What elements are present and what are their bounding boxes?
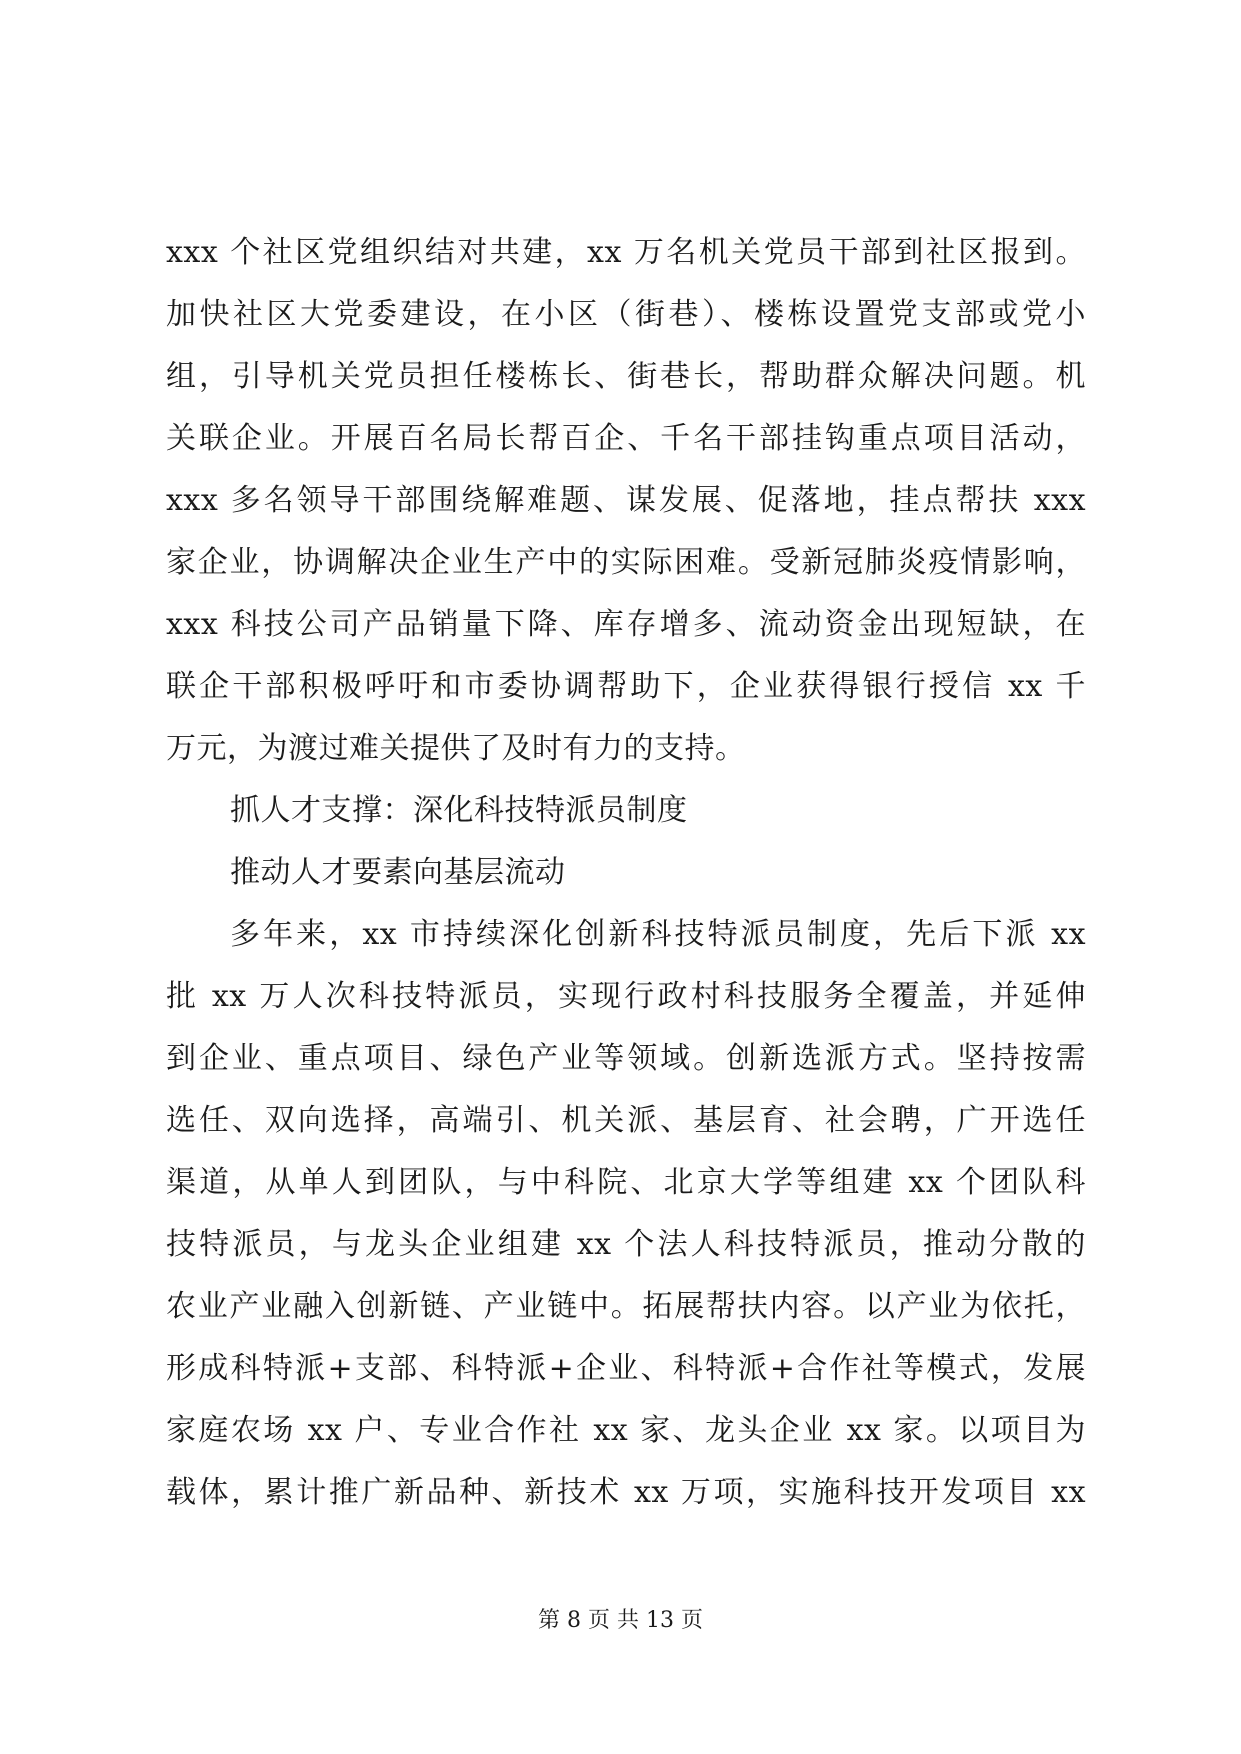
text-line: 家庭农场 xx 户、专业合作社 xx 家、龙头企业 xx 家。以项目为 [166,1413,1086,1448]
text-line: 到企业、重点项目、绿色产业等领域。创新选派方式。坚持按需 [166,1041,1086,1076]
section-heading: 抓人才支撑：深化科技特派员制度 [230,793,688,828]
text-line: xxx 多名领导干部围绕解难题、谋发展、促落地，挂点帮扶 xxx [166,483,1086,518]
text-line: 加快社区大党委建设，在小区（街巷）、楼栋设置党支部或党小 [166,297,1086,332]
page-footer [0,1606,1241,1636]
text-line: 多年来，xx 市持续深化创新科技特派员制度，先后下派 xx [230,917,1086,952]
text-line: 家企业，协调解决企业生产中的实际困难。受新冠肺炎疫情影响， [166,545,1086,580]
text-line: 载体，累计推广新品种、新技术 xx 万项，实施科技开发项目 xx [166,1475,1086,1510]
text-line: xxx 科技公司产品销量下降、库存增多、流动资金出现短缺，在 [166,607,1086,642]
text-line: 渠道，从单人到团队，与中科院、北京大学等组建 xx 个团队科 [166,1165,1086,1200]
text-line: 组，引导机关党员担任楼栋长、街巷长，帮助群众解决问题。机 [166,359,1086,394]
text-line: xxx 个社区党组织结对共建，xx 万名机关党员干部到社区报到。 [166,235,1086,270]
section-heading: 推动人才要素向基层流动 [230,855,566,890]
text-line: 万元，为渡过难关提供了及时有力的支持。 [166,731,746,766]
text-line: 农业产业融入创新链、产业链中。拓展帮扶内容。以产业为依托， [166,1289,1086,1324]
text-line: 关联企业。开展百名局长帮百企、千名干部挂钩重点项目活动， [166,421,1086,456]
text-line: 选任、双向选择，高端引、机关派、基层育、社会聘，广开选任 [166,1103,1086,1138]
text-line: 批 xx 万人次科技特派员，实现行政村科技服务全覆盖，并延伸 [166,979,1086,1014]
page-number: 第 8 页 共 13 页 [538,1608,703,1633]
text-line: 形成科特派+支部、科特派+企业、科特派+合作社等模式，发展 [166,1351,1086,1386]
body-text [166,222,1086,1524]
text-line: 联企干部积极呼吁和市委协调帮助下，企业获得银行授信 xx 千 [166,669,1086,704]
text-line: 技特派员，与龙头企业组建 xx 个法人科技特派员，推动分散的 [166,1227,1086,1262]
